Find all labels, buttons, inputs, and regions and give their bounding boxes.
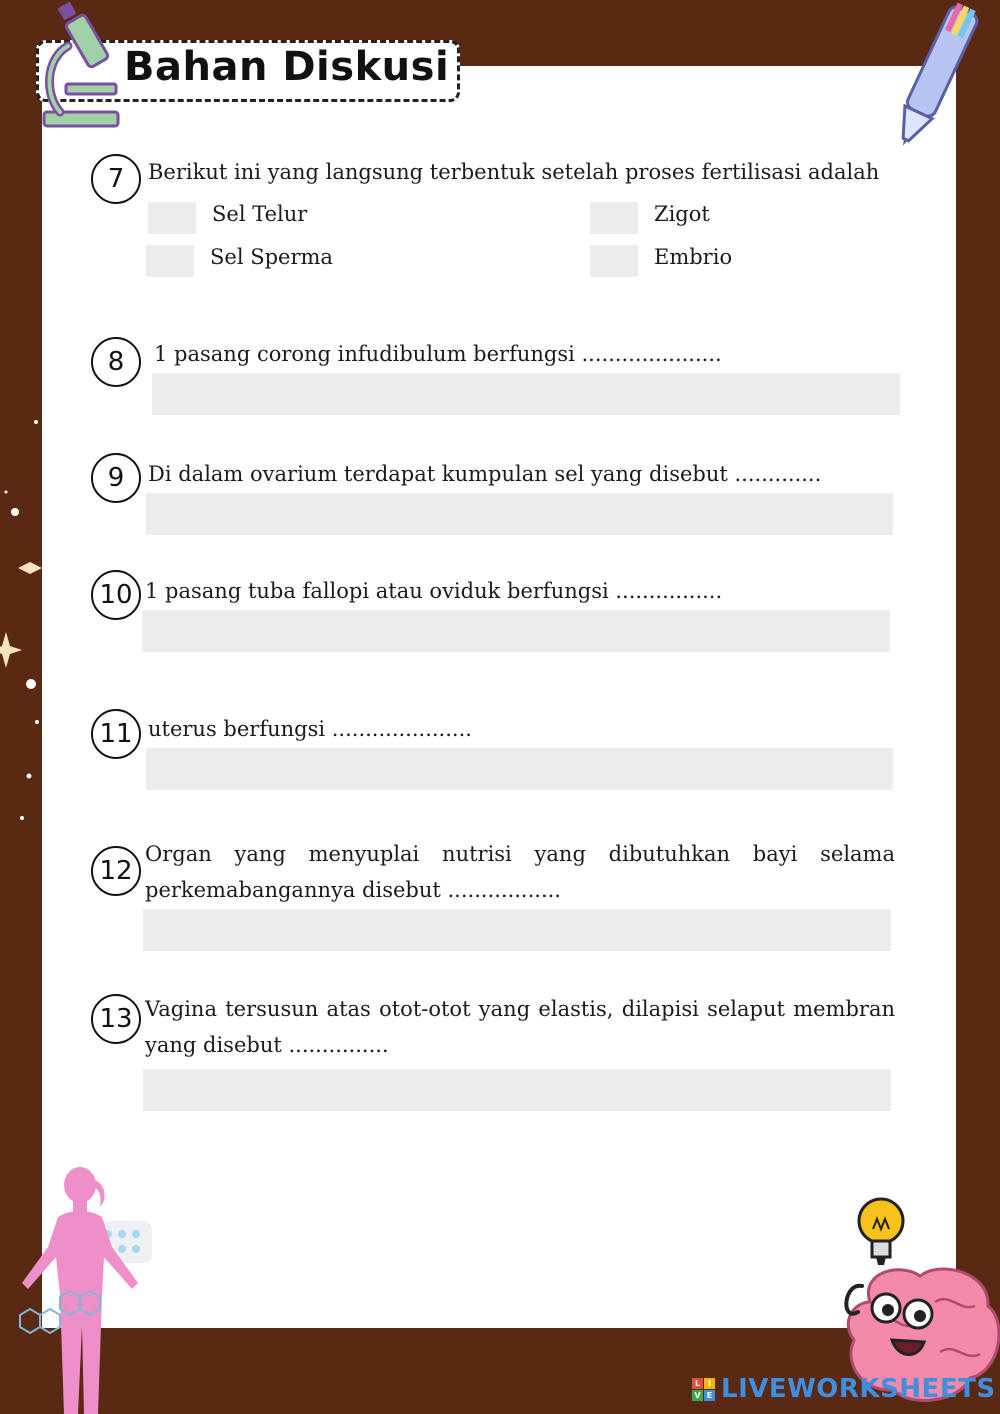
question-number-13: 13	[91, 994, 141, 1044]
option-checkbox-embrio[interactable]	[590, 245, 638, 277]
question-number-11: 11	[91, 709, 141, 759]
answer-field-9[interactable]	[146, 493, 893, 535]
question-12-text: Organ yang menyuplai nutrisi yang dibutuhkan bayi selama perkemabangannya disebut .................	[145, 842, 895, 902]
logo-letter-l: L	[692, 1378, 703, 1389]
question-7-text: Berikut ini yang langsung terbentuk setelah proses fertilisasi adalah	[148, 160, 880, 184]
pen-icon	[890, 0, 980, 155]
question-number-8: 8	[91, 337, 141, 387]
answer-field-10[interactable]	[142, 610, 890, 652]
option-label-sel-sperma: Sel Sperma	[210, 245, 333, 269]
logo-letter-e: E	[704, 1390, 715, 1401]
answer-field-12[interactable]	[143, 909, 891, 951]
option-label-sel-telur: Sel Telur	[212, 202, 308, 226]
question-number-12: 12	[91, 846, 141, 896]
answer-field-13[interactable]	[143, 1069, 891, 1111]
live-grid-icon	[692, 1378, 715, 1401]
question-number-10: 10	[91, 570, 141, 620]
human-body-icon	[10, 1165, 160, 1414]
option-checkbox-zigot[interactable]	[590, 202, 638, 234]
answer-field-11[interactable]	[146, 748, 893, 790]
logo-letter-v: V	[692, 1390, 703, 1401]
option-label-embrio: Embrio	[654, 245, 733, 269]
option-checkbox-sel-telur[interactable]	[148, 202, 196, 234]
option-label-zigot: Zigot	[654, 202, 710, 226]
question-8-text: 1 pasang corong infudibulum berfungsi .....................	[154, 342, 722, 366]
question-13-text: Vagina tersusun atas otot-otot yang elastis, dilapisi selaput membran yang disebut ...............	[145, 997, 895, 1057]
logo-letter-i: I	[704, 1378, 715, 1389]
question-11-text: uterus berfungsi .....................	[148, 717, 472, 741]
sparkle-icon	[0, 400, 44, 830]
question-9-text: Di dalam ovarium terdapat kumpulan sel yang disebut .............	[148, 462, 822, 486]
liveworksheets-brand: LIVEWORKSHEETS	[721, 1374, 996, 1404]
question-10-text: 1 pasang tuba fallopi atau oviduk berfungsi ................	[145, 579, 723, 603]
liveworksheets-logo	[692, 1374, 996, 1404]
question-number-9: 9	[91, 453, 141, 503]
answer-field-8[interactable]	[152, 373, 900, 415]
page-title: Bahan Diskusi	[124, 44, 450, 90]
question-number-7: 7	[91, 154, 141, 204]
microscope-icon	[36, 2, 126, 130]
option-checkbox-sel-sperma[interactable]	[146, 245, 194, 277]
